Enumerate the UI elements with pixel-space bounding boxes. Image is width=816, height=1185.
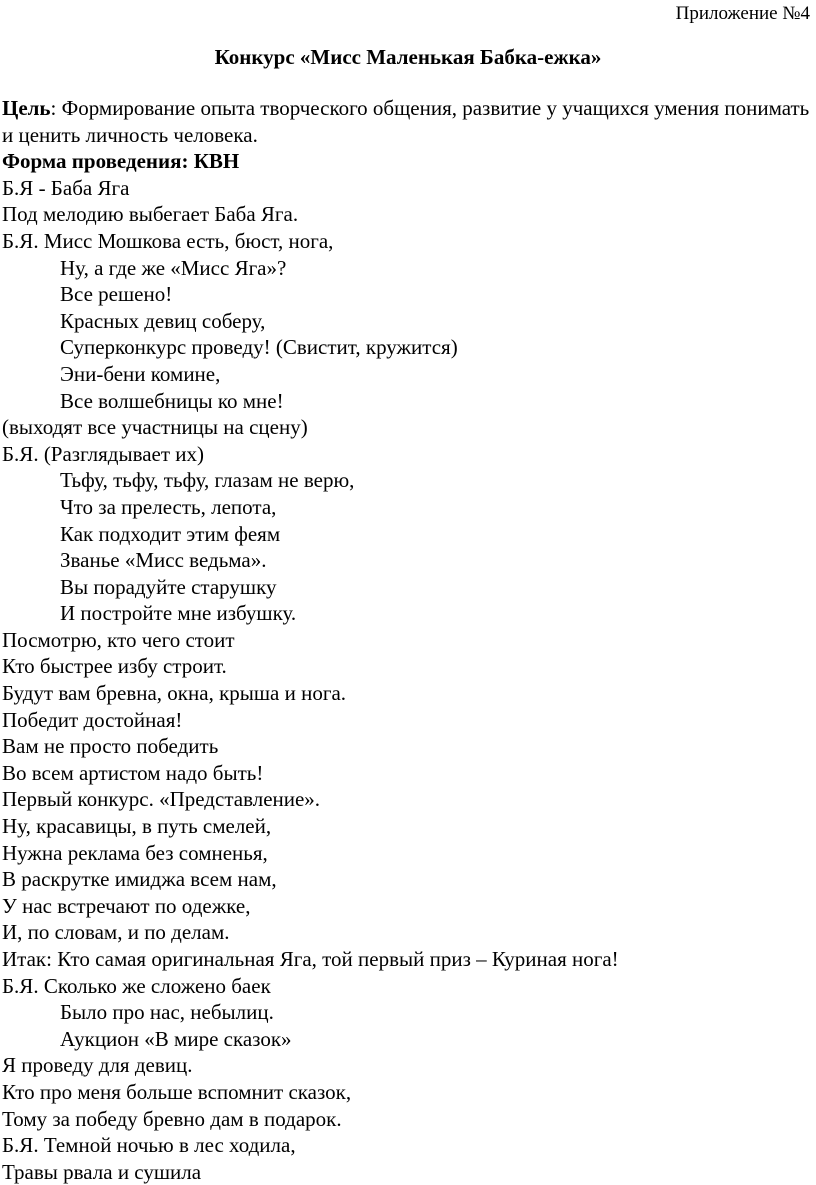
text-line: Красных девиц соберу, [60, 308, 266, 333]
text-line: (выходят все участницы на сцену) [2, 415, 308, 440]
text-line: Б.Я. Сколько же сложено баек [2, 973, 271, 998]
text-line: Тьфу, тьфу, тьфу, глазам не верю, [60, 468, 355, 493]
text-line: Ну, а где же «Мисс Яга»? [60, 255, 287, 280]
text-line: Как подходит этим феям [60, 521, 281, 546]
text-line: Посмотрю, кто чего стоит [2, 627, 235, 652]
text-line: Кто про меня больше вспомнит сказок, [2, 1079, 352, 1104]
text-line: Все волшебницы ко мне! [60, 388, 284, 413]
text-line: Победит достойная! [2, 707, 183, 732]
text-line: Я проведу для девиц. [2, 1053, 193, 1078]
appendix-label: Приложение №4 [675, 3, 810, 24]
text-line: Аукцион «В мире сказок» [60, 1026, 292, 1051]
text-line: Травы рвала и сушила [2, 1159, 202, 1184]
text-line: Первый конкурс. «Представление». [2, 787, 321, 812]
goal-text: : Формирование опыта творческого общения, развитие у учащихся умения понимать и ценить личность человека. [2, 96, 810, 147]
form-paragraph [2, 148, 812, 175]
text-line: Тому за победу бревно дам в подарок. [2, 1106, 342, 1131]
text-line: Во всем артистом надо быть! [2, 760, 264, 785]
form-label: Форма проведения: КВН [2, 149, 240, 174]
text-line: Суперконкурс проведу! (Свистит, кружится) [60, 335, 458, 360]
text-line: Кто быстрее избу строит. [2, 654, 227, 679]
text-line: Званье «Мисс ведьма». [60, 548, 267, 573]
text-line: Вам не просто победить [2, 734, 219, 759]
text-line: Б.Я. Мисс Мошкова есть, бюст, нога, [2, 228, 334, 253]
text-line: Вы порадуйте старушку [60, 574, 277, 599]
text-line: И постройте мне избушку. [60, 601, 297, 626]
text-line: Что за прелесть, лепота, [60, 494, 277, 519]
text-line: И, по словам, и по делам. [2, 920, 230, 945]
goal-paragraph [2, 95, 812, 148]
text-line: У нас встречают по одежке, [2, 893, 251, 918]
text-line: Б.Я - Баба Яга [2, 175, 130, 200]
text-line: Нужна реклама без сомненья, [2, 840, 268, 865]
text-line: Было про нас, небылиц. [60, 1000, 274, 1025]
text-line: Эни-бени комине, [60, 361, 221, 386]
text-line: Все решено! [60, 282, 173, 307]
text-line: Ну, красавицы, в путь смелей, [2, 814, 272, 839]
text-line: Под мелодию выбегает Баба Яга. [2, 202, 299, 227]
text-line: Б.Я. (Разглядывает их) [2, 441, 205, 466]
text-line: Б.Я. Темной ночью в лес ходила, [2, 1133, 296, 1158]
goal-label: Цель [2, 96, 51, 120]
text-line: Итак: Кто самая оригинальная Яга, той первый приз – Куриная нога! [2, 947, 619, 971]
text-line: В раскрутке имиджа всем нам, [2, 867, 277, 892]
page-title: Конкурс «Мисс Маленькая Бабка-ежка» [214, 45, 602, 69]
document-body [2, 95, 812, 1185]
text-line: Будут вам бревна, окна, крыша и нога. [2, 681, 347, 706]
